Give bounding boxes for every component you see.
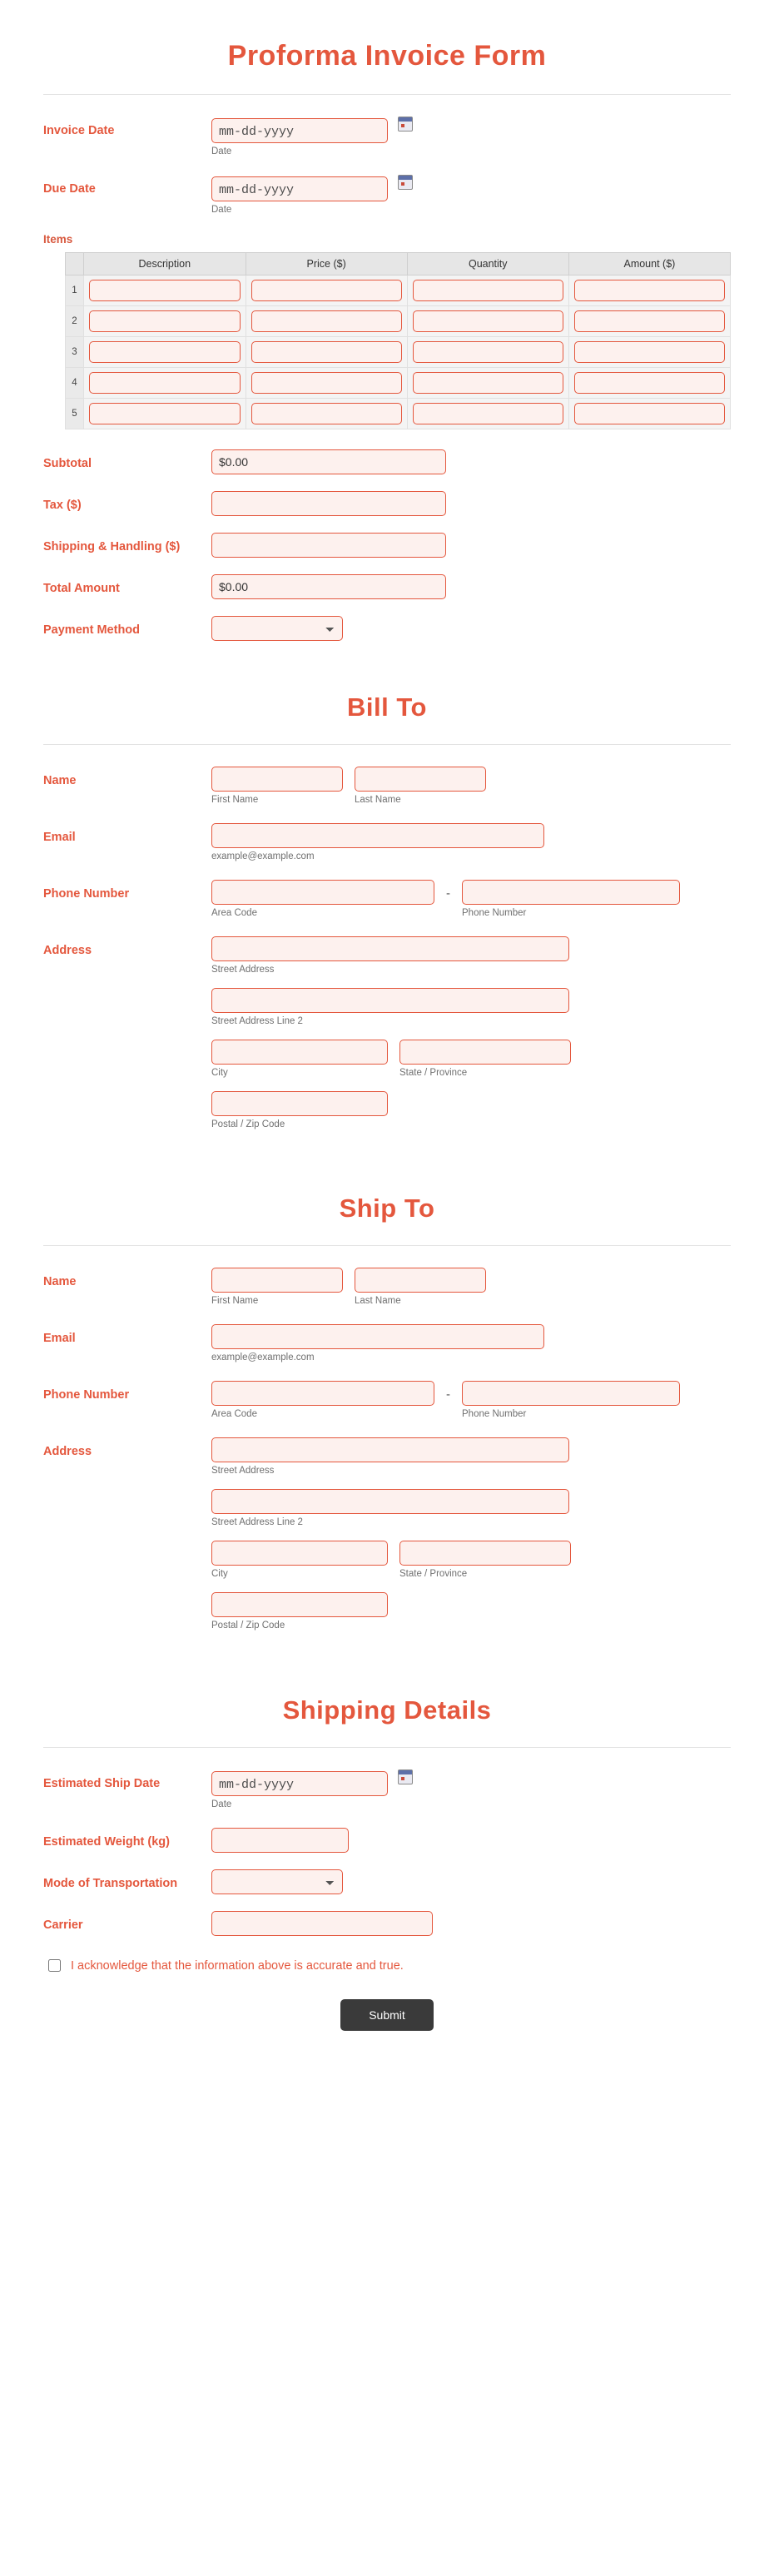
estimated-ship-date-label: Estimated Ship Date [43, 1777, 161, 1790]
items-cell-quantity [407, 398, 568, 429]
item-description-input-1[interactable] [89, 280, 241, 301]
mode-of-transportation-label: Mode of Transportation [43, 1876, 178, 1890]
item-quantity-input-3[interactable] [413, 341, 563, 363]
bill-to-email-sublabel: example@example.com [211, 851, 315, 861]
ship-to-street2-sublabel: Street Address Line 2 [211, 1517, 303, 1528]
ship-to-name-label: Name [43, 1275, 77, 1289]
bill-to-last-name-input[interactable] [355, 767, 486, 792]
bill-to-street2-input[interactable] [211, 988, 569, 1013]
ship-to-first-name-input[interactable] [211, 1268, 343, 1293]
shipping-handling-row [43, 533, 731, 558]
estimated-weight-label: Estimated Weight (kg) [43, 1834, 170, 1849]
ship-to-email-label: Email [43, 1332, 76, 1346]
estimated-weight-input[interactable] [211, 1828, 349, 1853]
bill-to-email-row [43, 823, 731, 863]
items-cell-description [84, 336, 246, 367]
tax-input[interactable] [211, 491, 446, 516]
ship-to-first-name-sublabel: First Name [211, 1296, 259, 1307]
page-title: Proforma Invoice Form [227, 40, 547, 72]
items-col-quantity: Quantity [407, 252, 568, 275]
ship-to-email-sublabel: example@example.com [211, 1353, 315, 1363]
item-price-input-1[interactable] [251, 280, 402, 301]
items-col-amount: Amount ($) [568, 252, 730, 275]
due-date-sublabel: Date [211, 204, 232, 215]
phone-separator: - [446, 886, 450, 901]
subtotal-label: Subtotal [43, 456, 92, 470]
ship-to-phone-input[interactable] [462, 1381, 680, 1406]
item-description-input-3[interactable] [89, 341, 241, 363]
bill-to-area-code-sublabel: Area Code [211, 907, 257, 918]
items-row-number: 4 [66, 367, 84, 398]
ship-to-name-row [43, 1268, 731, 1308]
item-price-input-2[interactable] [251, 310, 402, 332]
divider-shipping-details [43, 1747, 731, 1748]
bill-to-city-input[interactable] [211, 1040, 388, 1065]
estimated-ship-date-row [43, 1769, 731, 1811]
items-cell-amount [568, 367, 730, 398]
subtotal-row [43, 449, 731, 474]
ship-to-last-name-input[interactable] [355, 1268, 486, 1293]
carrier-input[interactable] [211, 1911, 433, 1936]
ship-to-address-row [43, 1437, 731, 1644]
due-date-row [43, 175, 731, 216]
items-cell-description [84, 367, 246, 398]
item-quantity-input-4[interactable] [413, 372, 563, 394]
item-quantity-input-5[interactable] [413, 403, 563, 424]
divider-bill-to [43, 744, 731, 745]
item-price-input-4[interactable] [251, 372, 402, 394]
item-price-input-5[interactable] [251, 403, 402, 424]
ship-to-street2-input[interactable] [211, 1489, 569, 1514]
acknowledgement-row[interactable] [48, 1959, 731, 1973]
bill-to-street-sublabel: Street Address [211, 964, 275, 975]
divider-top [43, 94, 731, 95]
invoice-date-row [43, 117, 731, 158]
ship-to-city-input[interactable] [211, 1541, 388, 1566]
carrier-label: Carrier [43, 1918, 83, 1932]
bill-to-street-input[interactable] [211, 936, 569, 961]
estimated-ship-date-sublabel: Date [211, 1799, 232, 1809]
bill-to-state-sublabel: State / Province [399, 1067, 468, 1078]
table-row [66, 367, 731, 398]
ship-to-area-code-sublabel: Area Code [211, 1409, 257, 1420]
bill-to-phone-sublabel: Phone Number [462, 907, 527, 918]
bill-to-zip-input[interactable] [211, 1091, 388, 1116]
item-quantity-input-1[interactable] [413, 280, 563, 301]
bill-to-email-input[interactable] [211, 823, 544, 848]
ship-to-street-input[interactable] [211, 1437, 569, 1462]
ship-to-phone-sublabel: Phone Number [462, 1409, 527, 1420]
item-description-input-2[interactable] [89, 310, 241, 332]
ship-to-zip-sublabel: Postal / Zip Code [211, 1621, 285, 1631]
payment-method-label: Payment Method [43, 623, 141, 637]
items-table-header-row [66, 252, 731, 275]
table-row [66, 398, 731, 429]
bill-to-address-row [43, 936, 731, 1143]
ship-to-area-code-input[interactable] [211, 1381, 434, 1406]
item-amount-input-3[interactable] [574, 341, 725, 363]
ship-to-state-input[interactable] [399, 1541, 571, 1566]
total-amount-input[interactable] [211, 574, 446, 599]
items-col-price: Price ($) [246, 252, 407, 275]
bill-to-phone-row [43, 880, 731, 920]
bill-to-name-row [43, 767, 731, 807]
due-date-input[interactable] [211, 176, 388, 201]
acknowledgement-label: I acknowledge that the information above is accurate and true. [71, 1958, 404, 1973]
invoice-date-sublabel: Date [211, 146, 232, 156]
items-cell-description [84, 305, 246, 336]
shipping-details-title: Shipping Details [282, 1695, 492, 1725]
bill-to-first-name-input[interactable] [211, 767, 343, 792]
shipping-handling-label: Shipping & Handling ($) [43, 539, 181, 553]
due-date-label: Due Date [43, 181, 96, 196]
items-rowhead-corner [66, 252, 84, 275]
item-amount-input-4[interactable] [574, 372, 725, 394]
items-label: Items [43, 232, 73, 246]
items-cell-price [246, 305, 407, 336]
items-table [65, 252, 731, 429]
bill-to-title: Bill To [347, 692, 427, 722]
ship-to-phone-label: Phone Number [43, 1388, 130, 1402]
ship-to-title: Ship To [339, 1194, 435, 1223]
estimated-ship-date-input[interactable] [211, 1771, 388, 1796]
items-cell-price [246, 275, 407, 305]
ship-to-email-input[interactable] [211, 1324, 544, 1349]
items-row-number: 5 [66, 398, 84, 429]
items-cell-description [84, 398, 246, 429]
items-cell-quantity [407, 275, 568, 305]
calendar-icon[interactable] [398, 117, 413, 132]
bill-to-last-name-sublabel: Last Name [355, 794, 401, 805]
items-cell-description [84, 275, 246, 305]
item-price-input-3[interactable] [251, 341, 402, 363]
items-row-number: 2 [66, 305, 84, 336]
bill-to-phone-label: Phone Number [43, 886, 130, 901]
items-cell-quantity [407, 336, 568, 367]
bill-to-address-label: Address [43, 943, 92, 957]
payment-method-row [43, 616, 731, 641]
subtotal-input[interactable] [211, 449, 446, 474]
items-row-number: 1 [66, 275, 84, 305]
items-cell-amount [568, 305, 730, 336]
divider-ship-to [43, 1245, 731, 1246]
estimated-weight-row [43, 1828, 731, 1853]
total-amount-label: Total Amount [43, 581, 120, 595]
ship-to-street-sublabel: Street Address [211, 1466, 275, 1477]
submit-row [43, 1978, 731, 2039]
item-description-input-5[interactable] [89, 403, 241, 424]
table-row [66, 275, 731, 305]
bill-to-first-name-sublabel: First Name [211, 794, 259, 805]
mode-of-transportation-select[interactable] [211, 1869, 343, 1894]
acknowledgement-checkbox[interactable] [48, 1959, 61, 1972]
bill-to-email-label: Email [43, 830, 76, 844]
ship-to-zip-input[interactable] [211, 1592, 388, 1617]
ship-to-state-sublabel: State / Province [399, 1569, 468, 1580]
items-cell-amount [568, 275, 730, 305]
items-col-description: Description [84, 252, 246, 275]
bill-to-street2-sublabel: Street Address Line 2 [211, 1015, 303, 1026]
bill-to-zip-sublabel: Postal / Zip Code [211, 1119, 285, 1129]
tax-label: Tax ($) [43, 498, 82, 512]
submit-button[interactable]: Submit [340, 1999, 434, 2031]
ship-to-city-sublabel: City [211, 1569, 228, 1580]
bill-to-state-input[interactable] [399, 1040, 571, 1065]
item-amount-input-5[interactable] [574, 403, 725, 424]
phone-separator: - [446, 1387, 450, 1402]
table-row [66, 305, 731, 336]
total-amount-row [43, 574, 731, 599]
calendar-icon[interactable] [398, 175, 413, 190]
items-cell-amount [568, 398, 730, 429]
items-cell-price [246, 336, 407, 367]
items-cell-amount [568, 336, 730, 367]
bill-to-city-sublabel: City [211, 1067, 228, 1078]
items-cell-price [246, 367, 407, 398]
invoice-date-input[interactable] [211, 118, 388, 143]
ship-to-address-label: Address [43, 1445, 92, 1459]
mode-of-transportation-row [43, 1869, 731, 1894]
ship-to-phone-row [43, 1381, 731, 1421]
items-cell-quantity [407, 367, 568, 398]
items-cell-quantity [407, 305, 568, 336]
items-cell-price [246, 398, 407, 429]
ship-to-last-name-sublabel: Last Name [355, 1296, 401, 1307]
payment-method-select[interactable] [211, 616, 343, 641]
table-row [66, 336, 731, 367]
items-row-number: 3 [66, 336, 84, 367]
invoice-date-label: Invoice Date [43, 124, 115, 137]
item-description-input-4[interactable] [89, 372, 241, 394]
bill-to-phone-input[interactable] [462, 880, 680, 905]
shipping-handling-input[interactable] [211, 533, 446, 558]
bill-to-name-label: Name [43, 773, 77, 787]
tax-row [43, 491, 731, 516]
bill-to-area-code-input[interactable] [211, 880, 434, 905]
carrier-row [43, 1911, 731, 1936]
item-amount-input-1[interactable] [574, 280, 725, 301]
calendar-icon[interactable] [398, 1769, 413, 1784]
ship-to-email-row [43, 1324, 731, 1364]
item-quantity-input-2[interactable] [413, 310, 563, 332]
item-amount-input-2[interactable] [574, 310, 725, 332]
